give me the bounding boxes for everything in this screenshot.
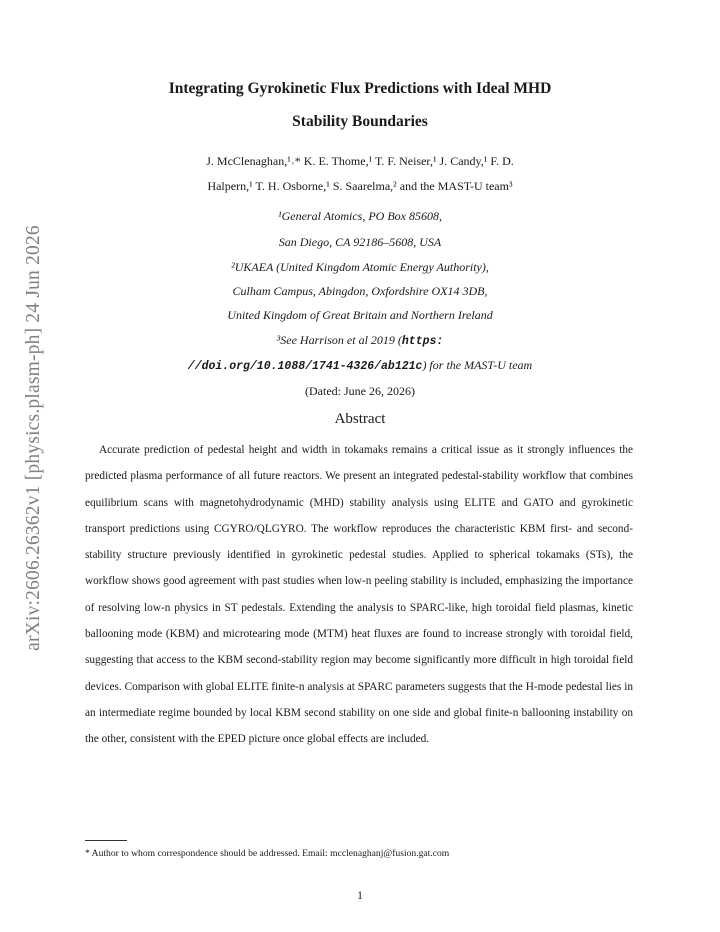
affiliation-1-line-2: San Diego, CA 92186–5608, USA — [278, 235, 442, 249]
arxiv-identifier: arXiv:2606.26362v1 [physics.plasm-ph] 24 Jun 2026 — [23, 225, 44, 651]
footnote-rule — [85, 840, 127, 841]
authors-line-1: J. McClenaghan,¹˒* K. E. Thome,¹ T. F. Neiser,¹ J. Candy,¹ F. D. — [206, 154, 514, 168]
doi-link-part-2[interactable]: //doi.org/10.1088/1741-4326/ab121c — [187, 360, 423, 373]
affiliation-2-line-1: ²UKAEA (United Kingdom Atomic Energy Authority), — [231, 260, 489, 274]
affiliation-2-line-3: United Kingdom of Great Britain and Northern Ireland — [227, 308, 493, 322]
paper-title-line-2: Stability Boundaries — [292, 113, 428, 130]
footnote: * Author to whom correspondence should be addressed. Email: mcclenaghanj@fusion.gat.com — [85, 848, 450, 859]
abstract-text: Accurate prediction of pedestal height and width in tokamaks remains a critical issue as it strongly influences the predicted plasma performance of all future reactors. We present an integrated pedestal-stability workflow that combines equilibrium scans with magnetohydrodynamic (MHD) stability analysis using ELITE and GATO and gyrokinetic transport predictions using CGYRO/QLGYRO. The workflow reproduces the characteristic KBM first- and second-stability structure previously identified in gyrokinetic pedestal studies. Applied to spherical tokamaks (STs), the workflow shows good agreement with past studies when low-n peeling stability is included, emphasizing the importance of resolving low-n physics in ST pedestals. Extending the analysis to SPARC-like, high toroidal field plasmas, kinetic ballooning mode (KBM) and microtearing mode (MTM) heat fluxes are found to increase strongly with toroidal field, suggesting that access to the KBM second-stability region may become significantly more difficult in high toroidal field devices. Comparison with global ELITE finite-n analysis at SPARC parameters suggests that the H-mode pedestal lies in an intermediate regime bounded by local KBM second stability on one side and global finite-n ballooning instability on the other, consistent with the EPED picture once global effects are included. — [85, 444, 633, 746]
affiliation-3-line-1 — [100, 333, 620, 348]
affiliation-3-line-2 — [100, 358, 620, 373]
affiliation-3-suffix: ) for the MAST-U team — [422, 358, 533, 372]
paper-title-line-1: Integrating Gyrokinetic Flux Predictions with Ideal MHD — [168, 80, 552, 97]
page-number: 1 — [357, 888, 363, 902]
affiliation-3-text: ³See Harrison et al 2019 ( — [276, 333, 402, 347]
affiliation-2-line-2: Culham Campus, Abingdon, Oxfordshire OX14 3DB, — [232, 284, 488, 298]
dated-line: (Dated: June 26, 2026) — [305, 384, 415, 398]
arxiv-sidebar — [14, 208, 54, 668]
affiliation-1-line-1: ¹General Atomics, PO Box 85608, — [277, 209, 442, 223]
abstract-body — [85, 437, 633, 753]
doi-link-part-1[interactable]: https: — [401, 335, 444, 348]
abstract-heading: Abstract — [334, 411, 386, 427]
authors-line-2: Halpern,¹ T. H. Osborne,¹ S. Saarelma,² and the MAST-U team³ — [207, 179, 513, 193]
